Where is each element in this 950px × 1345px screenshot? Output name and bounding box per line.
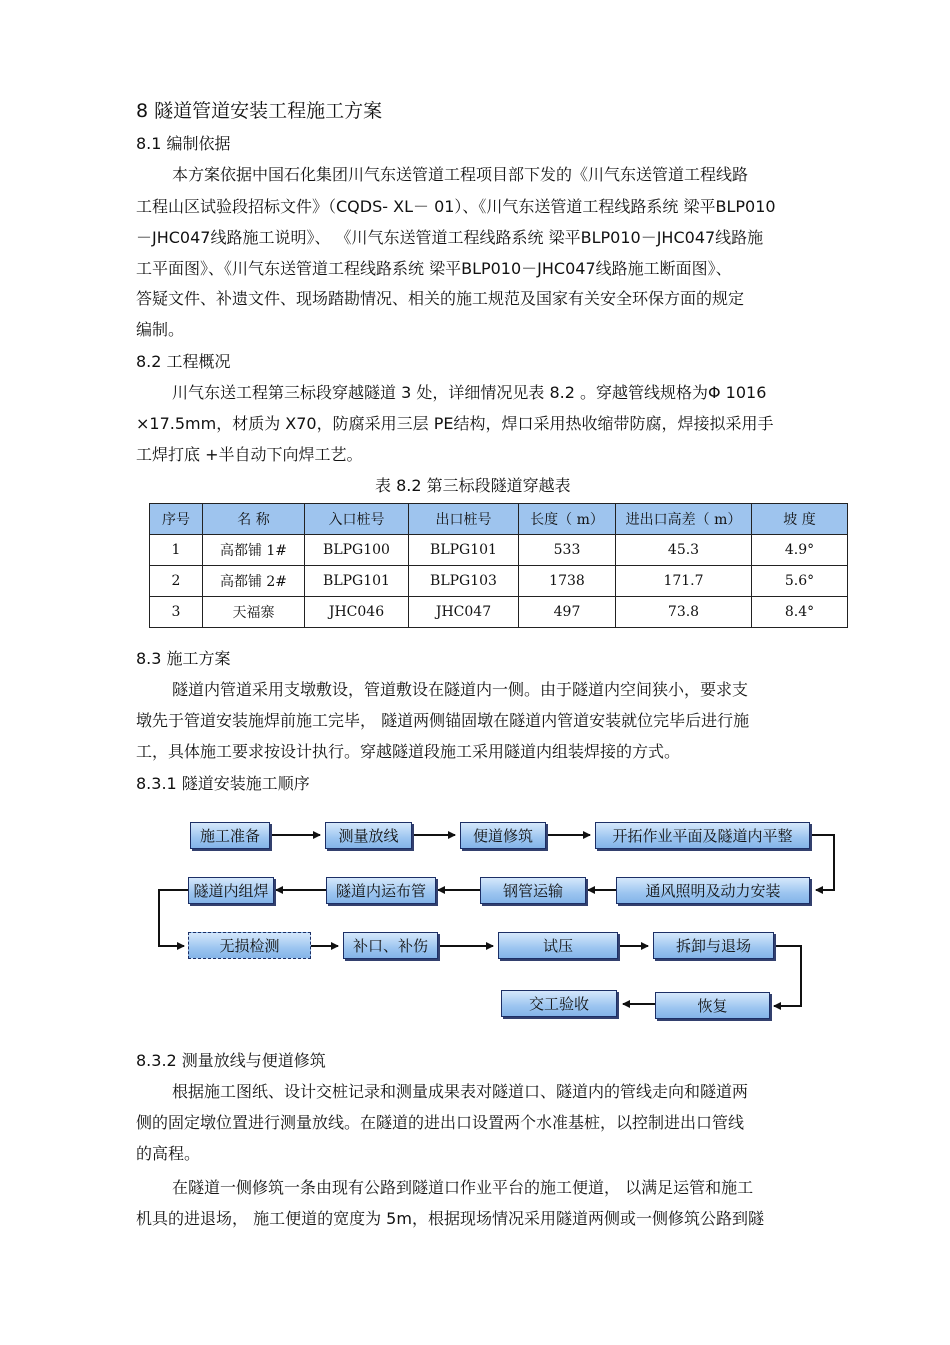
flow-step-acceptance: 交工验收 [501,990,617,1017]
s832-p1-line-3: 的高程。 [136,1144,201,1163]
table-cell: JHC046 [305,597,409,628]
table-cell: 2 [150,566,203,597]
table-cell: 171.7 [616,566,752,597]
col-header: 名 称 [203,504,305,535]
s81-line-2: 工程山区试验段招标文件》（CQDS- XL－ 01）、《川气东送管道工程线路系统 梁平BLP010 [136,197,776,216]
s83-line-3: 工，具体施工要求按设计执行。穿越隧道段施工采用隧道内组装焊接的方式。 [136,742,681,761]
table-cell: 1 [150,535,203,566]
s82-line-3: 工焊打底 +半自动下向焊工艺。 [136,445,363,464]
flow-step-transport-in: 隧道内运布管 [326,877,436,904]
table-caption: 表 8.2 第三标段隧道穿越表 [375,476,571,495]
table-cell: BLPG101 [409,535,519,566]
table-cell: BLPG103 [409,566,519,597]
s832-p1-line-2: 侧的固定墩位置进行测量放线。在隧道的进出口设置两个水准基桩，以控制进出口管线 [136,1113,745,1132]
flow-step-dismantle: 拆卸与退场 [653,932,774,959]
flow-step-ndt: 无损检测 [188,932,311,959]
s83-line-2: 墩先于管道安装施焊前施工完毕， 隧道两侧锚固墩在隧道内管道安装就位完毕后进行施 [136,711,750,730]
flow-step-road: 便道修筑 [460,822,546,849]
section-8-3-title: 8.3 施工方案 [136,649,231,668]
table-cell: 533 [519,535,616,566]
s81-line-1: 本方案依据中国石化集团川气东送管道工程项目部下发的《川气东送管道工程线路 [172,165,749,184]
flow-step-survey: 测量放线 [325,822,412,849]
arrow [159,890,188,946]
table-cell: 高都铺 2# [203,566,305,597]
arrow [774,946,801,1006]
col-header: 序号 [150,504,203,535]
table-cell: 5.6° [752,566,848,597]
section-8-3-2-title: 8.3.2 测量放线与便道修筑 [136,1051,326,1070]
flow-step-pipe-transport: 钢管运输 [480,877,586,904]
table-cell: 8.4° [752,597,848,628]
table-cell: 4.9° [752,535,848,566]
table-cell: BLPG101 [305,566,409,597]
table-cell: 73.8 [616,597,752,628]
s832-p2-line-1: 在隧道一侧修筑一条由现有公路到隧道口作业平台的施工便道， 以满足运管和施工 [172,1178,754,1197]
col-header: 入口桩号 [305,504,409,535]
arrow [810,835,834,890]
s83-line-1: 隧道内管道采用支墩敷设，管道敷设在隧道内一侧。由于隧道内空间狭小，要求支 [172,680,749,699]
s81-line-5: 答疑文件、补遗文件、现场踏勘情况、相关的施工规范及国家有关安全环保方面的规定 [136,289,745,308]
col-header: 长度（ m） [519,504,616,535]
table-cell: 天福寨 [203,597,305,628]
table-cell: 497 [519,597,616,628]
col-header: 出口桩号 [409,504,519,535]
table-cell: 1738 [519,566,616,597]
section-8-3-1-title: 8.3.1 隧道安装施工顺序 [136,774,310,793]
table-cell: 高都铺 1# [203,535,305,566]
table-cell: 3 [150,597,203,628]
s832-p2-line-2: 机具的进退场， 施工便道的宽度为 5m，根据现场情况采用隧道两侧或一侧修筑公路到隧 [136,1209,764,1228]
s81-line-3: －JHC047线路施工说明》、 《川气东送管道工程线路系统 梁平BLP010－JHC047线路施 [136,228,764,247]
s81-line-4: 工平面图》、《川气东送管道工程线路系统 梁平BLP010－JHC047线路施工断面图》、 [136,259,732,278]
s832-p1-line-1: 根据施工图纸、设计交桩记录和测量成果表对隧道口、隧道内的管线走向和隧道两 [172,1082,749,1101]
s81-line-6: 编制。 [136,320,185,339]
table-cell: JHC047 [409,597,519,628]
col-header: 进出口高差（ m） [616,504,752,535]
table-cell: BLPG100 [305,535,409,566]
flow-step-weld: 隧道内组焊 [188,877,274,904]
flow-step-prep: 施工准备 [190,822,270,849]
table-cell: 45.3 [616,535,752,566]
section-8-1-title: 8.1 编制依据 [136,134,231,153]
flow-step-ventilation: 通风照明及动力安装 [616,877,810,904]
section-8-2-title: 8.2 工程概况 [136,352,231,371]
flow-step-pressure: 试压 [498,932,618,959]
col-header: 坡 度 [752,504,848,535]
flow-step-restore: 恢复 [655,992,770,1019]
flow-step-platform: 开拓作业平面及隧道内平整 [595,822,810,849]
s82-line-2: ×17.5mm，材质为 X70，防腐采用三层 PE结构，焊口采用热收缩带防腐，焊接拟采用手 [136,414,774,433]
section-heading: 8 隧道管道安装工程施工方案 [136,100,383,122]
s82-line-1: 川气东送工程第三标段穿越隧道 3 处，详细情况见表 8.2 。穿越管线规格为Φ 1016 [172,383,767,402]
flow-step-repair: 补口、补伤 [343,932,438,959]
